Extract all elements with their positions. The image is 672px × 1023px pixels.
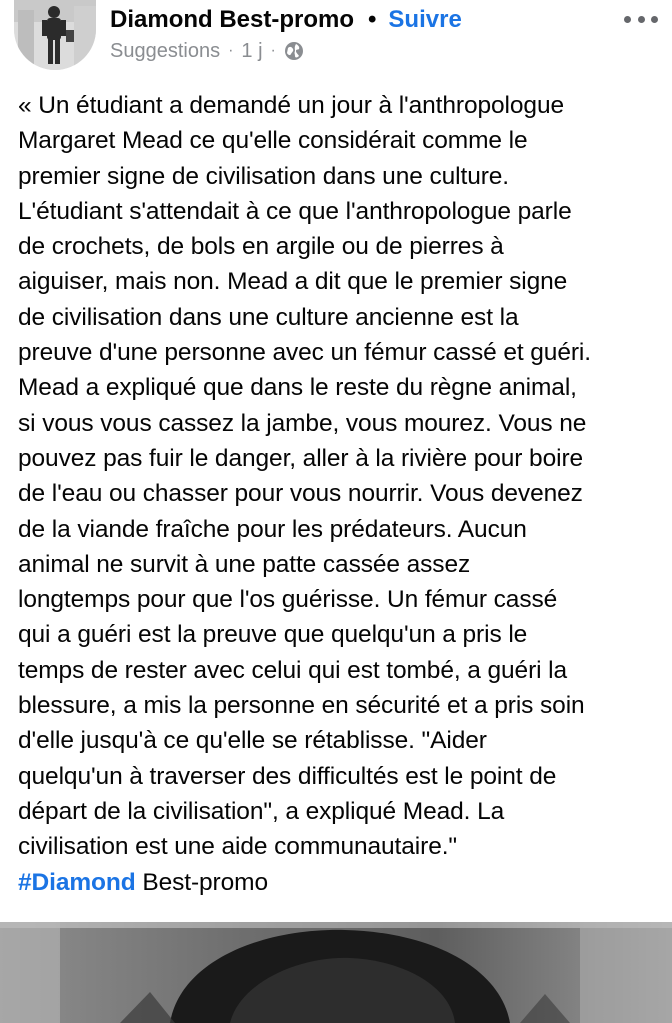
avatar[interactable] (14, 0, 96, 70)
author-name[interactable]: Diamond Best-promo (110, 6, 355, 33)
more-dot (651, 16, 658, 23)
meta-separator: · (270, 42, 276, 59)
post-line: L'étudiant s'attendait à ce que l'anthropologue parle (18, 197, 572, 225)
post-photo[interactable] (0, 922, 672, 1023)
follow-button[interactable]: Suivre (388, 6, 462, 33)
hashtag-suffix: Best-promo (135, 868, 268, 896)
author-line (110, 4, 462, 36)
post-line: temps de rester avec celui qui est tombé, a guéri la (18, 656, 568, 684)
post-body (18, 88, 668, 900)
post-line: Mead a expliqué que dans le reste du règne animal, (18, 374, 577, 402)
hashtag-line (18, 865, 668, 900)
more-dot (638, 16, 645, 23)
post-line: quelqu'un à traverser des difficultés est le point de (18, 762, 557, 790)
post-header (0, 0, 672, 80)
post-line: premier signe de civilisation dans une culture. (18, 162, 510, 190)
post-time[interactable]: 1 j (241, 39, 263, 62)
more-dot (624, 16, 631, 23)
meta-separator: · (228, 42, 234, 59)
post-meta (110, 38, 304, 64)
separator-dot: • (368, 6, 377, 33)
post-line: longtemps pour que l'os guérisse. Un fémur cassé (18, 586, 558, 614)
post-line: blessure, a mis la personne en sécurité et a pris soin (18, 692, 585, 720)
meta-source: Suggestions (110, 39, 221, 62)
hashtag-link[interactable]: #Diamond (18, 868, 136, 896)
post-line: d'elle jusqu'à ce qu'elle se rétablisse. "Aider (18, 727, 487, 755)
post-line: si vous vous cassez la jambe, vous mourez. Vous ne (18, 409, 587, 437)
post-line: animal ne survit à une patte cassée assez (18, 550, 471, 578)
post-line: départ de la civilisation", a expliqué Mead. La (18, 797, 505, 825)
globe-icon (284, 41, 304, 61)
post-line: aiguiser, mais non. Mead a dit que le premier signe (18, 268, 568, 296)
post-line: civilisation est une aide communautaire." (18, 833, 458, 861)
post-line: Margaret Mead ce qu'elle considérait comme le (18, 127, 528, 155)
post-line: qui a guéri est la preuve que quelqu'un a pris le (18, 621, 528, 649)
post-line: « Un étudiant a demandé un jour à l'anthropologue (18, 92, 564, 119)
post-line: de la viande fraîche pour les prédateurs. Aucun (18, 515, 527, 543)
post-line: de civilisation dans une culture ancienne est la (18, 303, 519, 331)
more-options-icon[interactable] (624, 10, 658, 28)
post-line: preuve d'une personne avec un fémur cassé et guéri. (18, 339, 591, 367)
post-line: de l'eau ou chasser pour vous nourrir. Vous devenez (18, 480, 583, 508)
post-line: de crochets, de bols en argile ou de pierres à (18, 233, 504, 261)
post-line: pouvez pas fuir le danger, aller à la rivière pour boire (18, 444, 584, 472)
